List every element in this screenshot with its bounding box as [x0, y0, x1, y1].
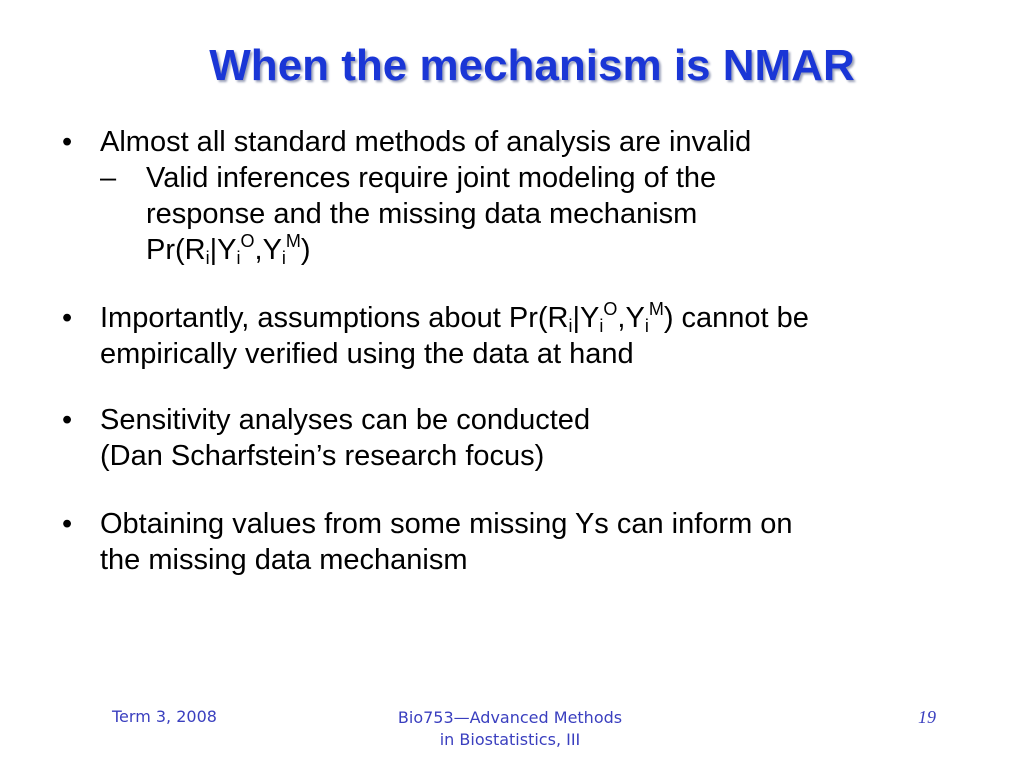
bullet-item [52, 124, 972, 268]
bullet-text: Sensitivity analyses can be conducted [100, 404, 591, 436]
bullet-text: Importantly, assumptions about $Pr(R_i|Y_i^O,Y_i^M)$ cannot be [100, 299, 809, 336]
bullet-icon: • [62, 302, 73, 334]
bullet-icon: • [62, 126, 73, 158]
bullet-item [52, 506, 972, 578]
page-number: 19 [918, 707, 936, 727]
sub-bullet-line: response and the missing data mechanism [146, 198, 698, 230]
sub-bullet-item [100, 160, 972, 268]
bullet-icon: • [62, 404, 73, 436]
dash-icon: – [100, 162, 117, 194]
bullet-icon: • [62, 508, 73, 540]
sub-bullet-line: Valid inferences require joint modeling of the [146, 162, 717, 194]
bullet-text: Almost all standard methods of analysis are invalid [100, 126, 752, 158]
bullet-item [52, 300, 972, 372]
bullet-text: the missing data mechanism [100, 544, 468, 576]
footer-course: Bio753—Advanced Methods in Biostatistics, III [397, 708, 623, 749]
formula: $Pr(R_i|Y_i^O,Y_i^M)$ [146, 231, 311, 268]
bullet-item [52, 402, 972, 474]
bullet-text: empirically verified using the data at hand [100, 338, 634, 370]
bullet-list [52, 124, 972, 578]
bullet-text: (Dan Scharfstein’s research focus) [100, 440, 545, 472]
footer-term: Term 3, 2008 [112, 707, 217, 726]
bullet-text: Obtaining values from some missing Ys can inform on [100, 508, 793, 540]
slide-title: When the mechanism is NMAR [209, 41, 855, 90]
